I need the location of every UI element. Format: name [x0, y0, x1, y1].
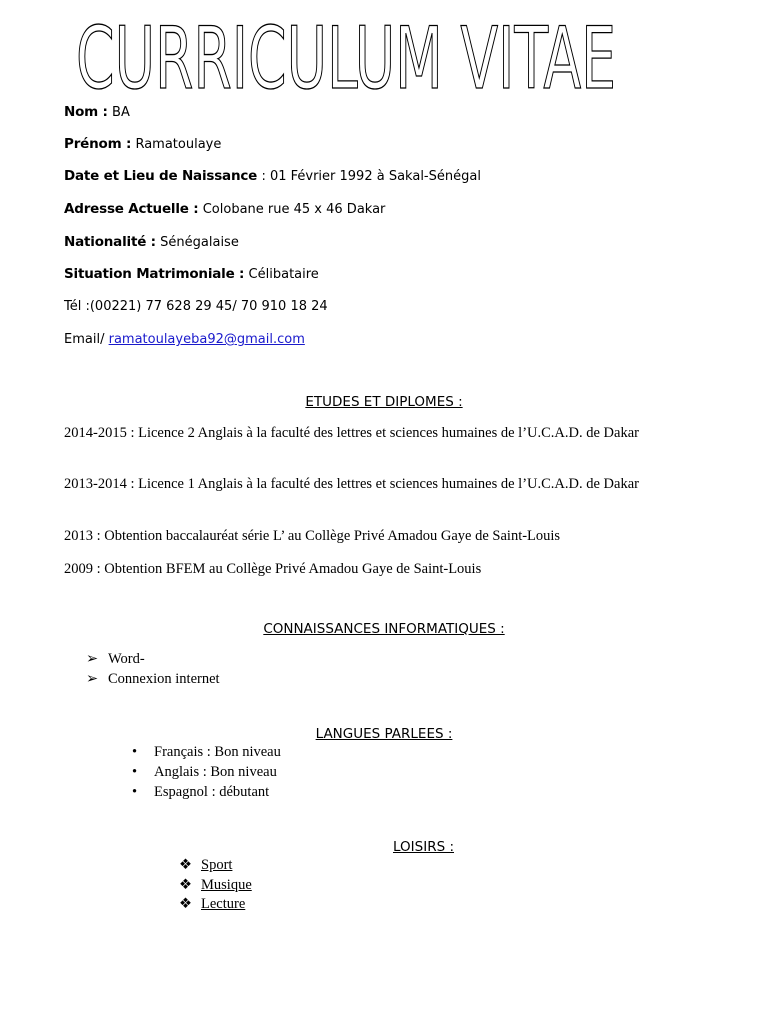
- arrow-bullet-icon: ➢: [86, 651, 99, 667]
- list-item: [86, 651, 145, 668]
- situation-value: Célibataire: [248, 267, 319, 282]
- field-adresse: [64, 201, 385, 217]
- nationalite-label: Nationalité :: [64, 234, 156, 250]
- field-situation: [64, 266, 319, 282]
- nom-value: BA: [112, 105, 130, 120]
- nom-label: Nom :: [64, 104, 108, 120]
- email-label: Email/: [64, 332, 105, 347]
- adresse-label: Adresse Actuelle :: [64, 201, 199, 217]
- list-item: [132, 764, 277, 781]
- list-item: [179, 877, 252, 894]
- arrow-bullet-icon: ➢: [86, 671, 99, 687]
- etudes-item: 2009 : Obtention BFEM au Collège Privé Amadou Gaye de Saint-Louis: [64, 561, 482, 577]
- cv-title: [74, 8, 619, 109]
- nationalite-value: Sénégalaise: [160, 235, 239, 250]
- list-item: [132, 784, 269, 801]
- list-item: [86, 671, 220, 688]
- informatique-item: Word-: [108, 651, 145, 667]
- langue-item: Espagnol : débutant: [154, 784, 270, 800]
- diamond-bullet-icon: ❖: [179, 877, 192, 893]
- field-nom: [64, 104, 130, 120]
- informatique-heading: CONNAISSANCES INFORMATIQUES :: [263, 621, 505, 637]
- dot-bullet-icon: •: [132, 764, 138, 780]
- dot-bullet-icon: •: [132, 744, 138, 760]
- langue-item: Français : Bon niveau: [154, 744, 281, 760]
- list-item: [132, 744, 281, 761]
- prenom-value: Ramatoulaye: [135, 137, 222, 152]
- field-prenom: [64, 136, 221, 152]
- list-item: [179, 896, 245, 913]
- naissance-value: : 01 Février 1992 à Sakal-Sénégal: [261, 169, 481, 184]
- cv-title-text: CURRICULUM VITAE: [76, 9, 616, 109]
- situation-label: Situation Matrimoniale :: [64, 266, 245, 282]
- diamond-bullet-icon: ❖: [179, 896, 192, 912]
- field-nationalite: [64, 234, 239, 250]
- diamond-bullet-icon: ❖: [179, 857, 192, 873]
- field-email: [64, 332, 305, 347]
- loisir-item: Lecture: [201, 896, 246, 912]
- loisirs-heading: LOISIRS :: [393, 839, 454, 855]
- etudes-item: 2014-2015 : Licence 2 Anglais à la faculté des lettres et sciences humaines de l’U.C.A.D. de Dakar: [64, 425, 639, 441]
- etudes-item: 2013 : Obtention baccalauréat série L’ au Collège Privé Amadou Gaye de Saint-Louis: [64, 528, 561, 544]
- field-naissance: [64, 168, 481, 184]
- langue-item: Anglais : Bon niveau: [154, 764, 277, 780]
- field-tel: Tél :(00221) 77 628 29 45/ 70 910 18 24: [64, 299, 328, 314]
- etudes-item: 2013-2014 : Licence 1 Anglais à la faculté des lettres et sciences humaines de l’U.C.A.D. de Dakar: [64, 476, 639, 492]
- informatique-item: Connexion internet: [108, 671, 220, 687]
- etudes-heading: ETUDES ET DIPLOMES :: [305, 394, 463, 410]
- list-item: [179, 857, 232, 874]
- email-link[interactable]: ramatoulayeba92@gmail.com: [108, 332, 305, 347]
- adresse-value: Colobane rue 45 x 46 Dakar: [202, 202, 386, 217]
- naissance-label: Date et Lieu de Naissance: [64, 168, 258, 184]
- loisir-item: Musique: [201, 877, 252, 893]
- dot-bullet-icon: •: [132, 784, 138, 800]
- loisir-item: Sport: [201, 857, 233, 873]
- langues-heading: LANGUES PARLEES :: [315, 726, 453, 742]
- prenom-label: Prénom :: [64, 136, 132, 152]
